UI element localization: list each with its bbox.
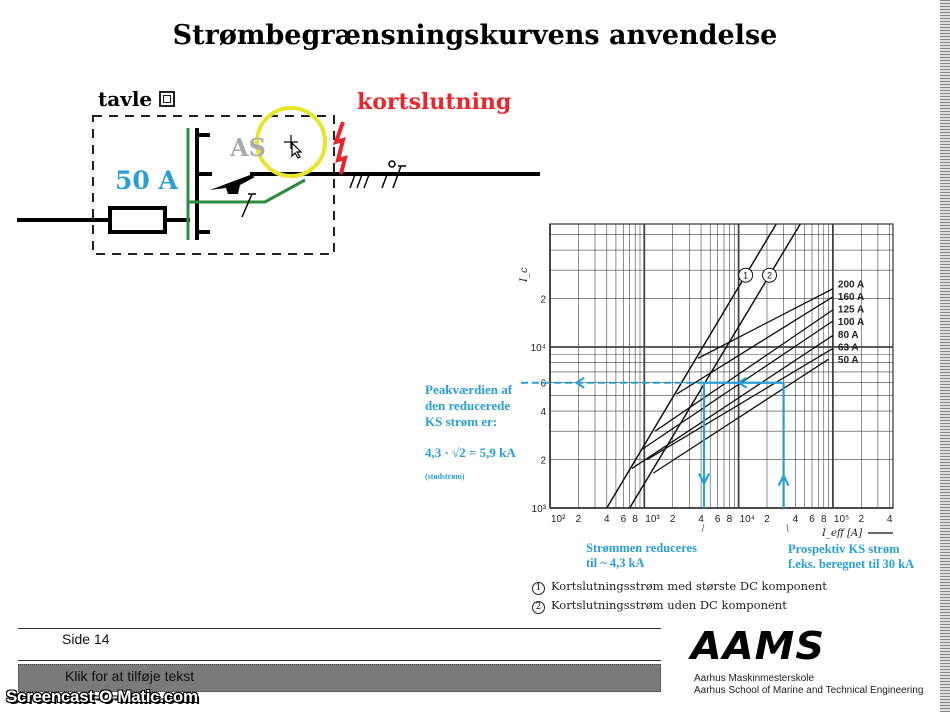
x-tick-label: 4 — [603, 514, 610, 525]
x-tick-label: 4 — [698, 514, 704, 525]
limit-line — [647, 348, 833, 459]
x-tick-label: 6 — [809, 514, 815, 525]
y-tick-label: 2 — [540, 294, 546, 306]
series-label: 125 A — [837, 304, 865, 316]
leader-line — [787, 524, 788, 532]
x-axis-label: I_eff [A] — [822, 528, 863, 539]
x-tick-label: 10³ — [645, 514, 660, 525]
y-tick-label: 2 — [540, 455, 546, 467]
x-tick-label: 6 — [714, 514, 721, 525]
x-tick-label: 2 — [764, 514, 770, 525]
screencast-watermark: Screencast-O-Matic.com — [6, 687, 198, 706]
fault-label: kortslutning — [357, 89, 512, 115]
y-tick-label: 10⁴ — [530, 343, 546, 354]
prospective-line-2: f.eks. beregnet til 30 kA — [788, 557, 915, 571]
prospective-line-1: Prospektiv KS strøm — [788, 542, 900, 556]
peak-line-2: den reducerede — [425, 398, 511, 413]
y-axis-label: I_c — [519, 267, 530, 282]
limit-line — [653, 359, 828, 473]
board-label-text: tavle — [98, 87, 153, 111]
x-tick-label: 8 — [632, 514, 638, 525]
legend-item-2 — [532, 596, 827, 615]
curve-marker-label: 1 — [743, 270, 749, 281]
aams-logo: AAMS — [690, 624, 826, 668]
limit-line — [632, 335, 833, 468]
series-label: 100 A — [837, 317, 865, 329]
x-tick-label: 10⁴ — [739, 514, 756, 525]
legend-marker-2: 2 — [532, 601, 545, 614]
formula-note: (stødstrøm) — [425, 472, 465, 481]
page-number: Side 14 — [62, 631, 110, 647]
breaker-label: AS — [230, 133, 266, 162]
x-tick-label: 4 — [792, 514, 799, 525]
y-tick-label: 10³ — [531, 504, 546, 515]
x-tick-label: 2 — [858, 514, 865, 525]
curve-marker-label: 2 — [766, 270, 773, 281]
reduced-line-1: Strømmen reduceres — [586, 541, 697, 555]
x-tick-label: 8 — [726, 514, 733, 525]
peak-annotation — [425, 382, 516, 485]
peak-line-3: KS strøm er: — [425, 414, 498, 429]
x-tick-label: 4 — [886, 514, 893, 525]
limit-line — [677, 297, 833, 394]
footer-divider — [18, 660, 661, 661]
reduced-annotation — [586, 541, 697, 571]
slide-title: Strømbegrænsningskurvens anvendelse — [172, 20, 778, 51]
legend-text-2: Kortslutningsstrøm uden DC komponent — [551, 598, 787, 612]
school-name-da: Aarhus Maskinmesterskole — [694, 673, 815, 684]
y-tick-label: 4 — [540, 407, 546, 419]
series-label: 200 A — [837, 279, 865, 291]
legend-marker-1: 1 — [532, 582, 545, 595]
placeholder-label: Klik for at tilføje tekst — [65, 668, 195, 684]
leader-line — [702, 524, 704, 532]
limit-line — [655, 310, 833, 431]
y-tick-label: 6 — [540, 378, 546, 390]
prospective-annotation — [788, 542, 914, 572]
reduced-line-2: til ~ 4,3 kA — [586, 556, 645, 570]
series-label: 160 A — [837, 292, 865, 304]
limit-line — [641, 321, 833, 450]
peak-formula: 4,3 · √2 = 5,9 kA — [425, 445, 516, 460]
x-tick-label: 2 — [669, 514, 676, 525]
series-label: 63 A — [837, 342, 859, 354]
x-tick-label: 10² — [551, 514, 566, 525]
school-name-en: Aarhus School of Marine and Technical Engineering — [694, 685, 924, 696]
curve-2 — [630, 224, 801, 508]
x-tick-label: 6 — [620, 514, 627, 525]
peak-line-1: Peakværdien af — [425, 382, 513, 397]
x-tick-label: 2 — [575, 514, 582, 525]
footer-divider — [18, 628, 661, 629]
x-tick-label: 8 — [820, 514, 827, 525]
series-label: 50 A — [837, 355, 859, 367]
series-label: 80 A — [837, 330, 859, 342]
x-tick-label: 10⁵ — [833, 514, 850, 525]
fuse-rating: 50 A — [115, 166, 178, 195]
legend-text-1: Kortslutningsstrøm med største DC komponent — [551, 579, 827, 593]
scrollbar[interactable] — [940, 0, 950, 712]
chart-legend — [532, 577, 827, 615]
legend-item-1 — [532, 577, 827, 596]
